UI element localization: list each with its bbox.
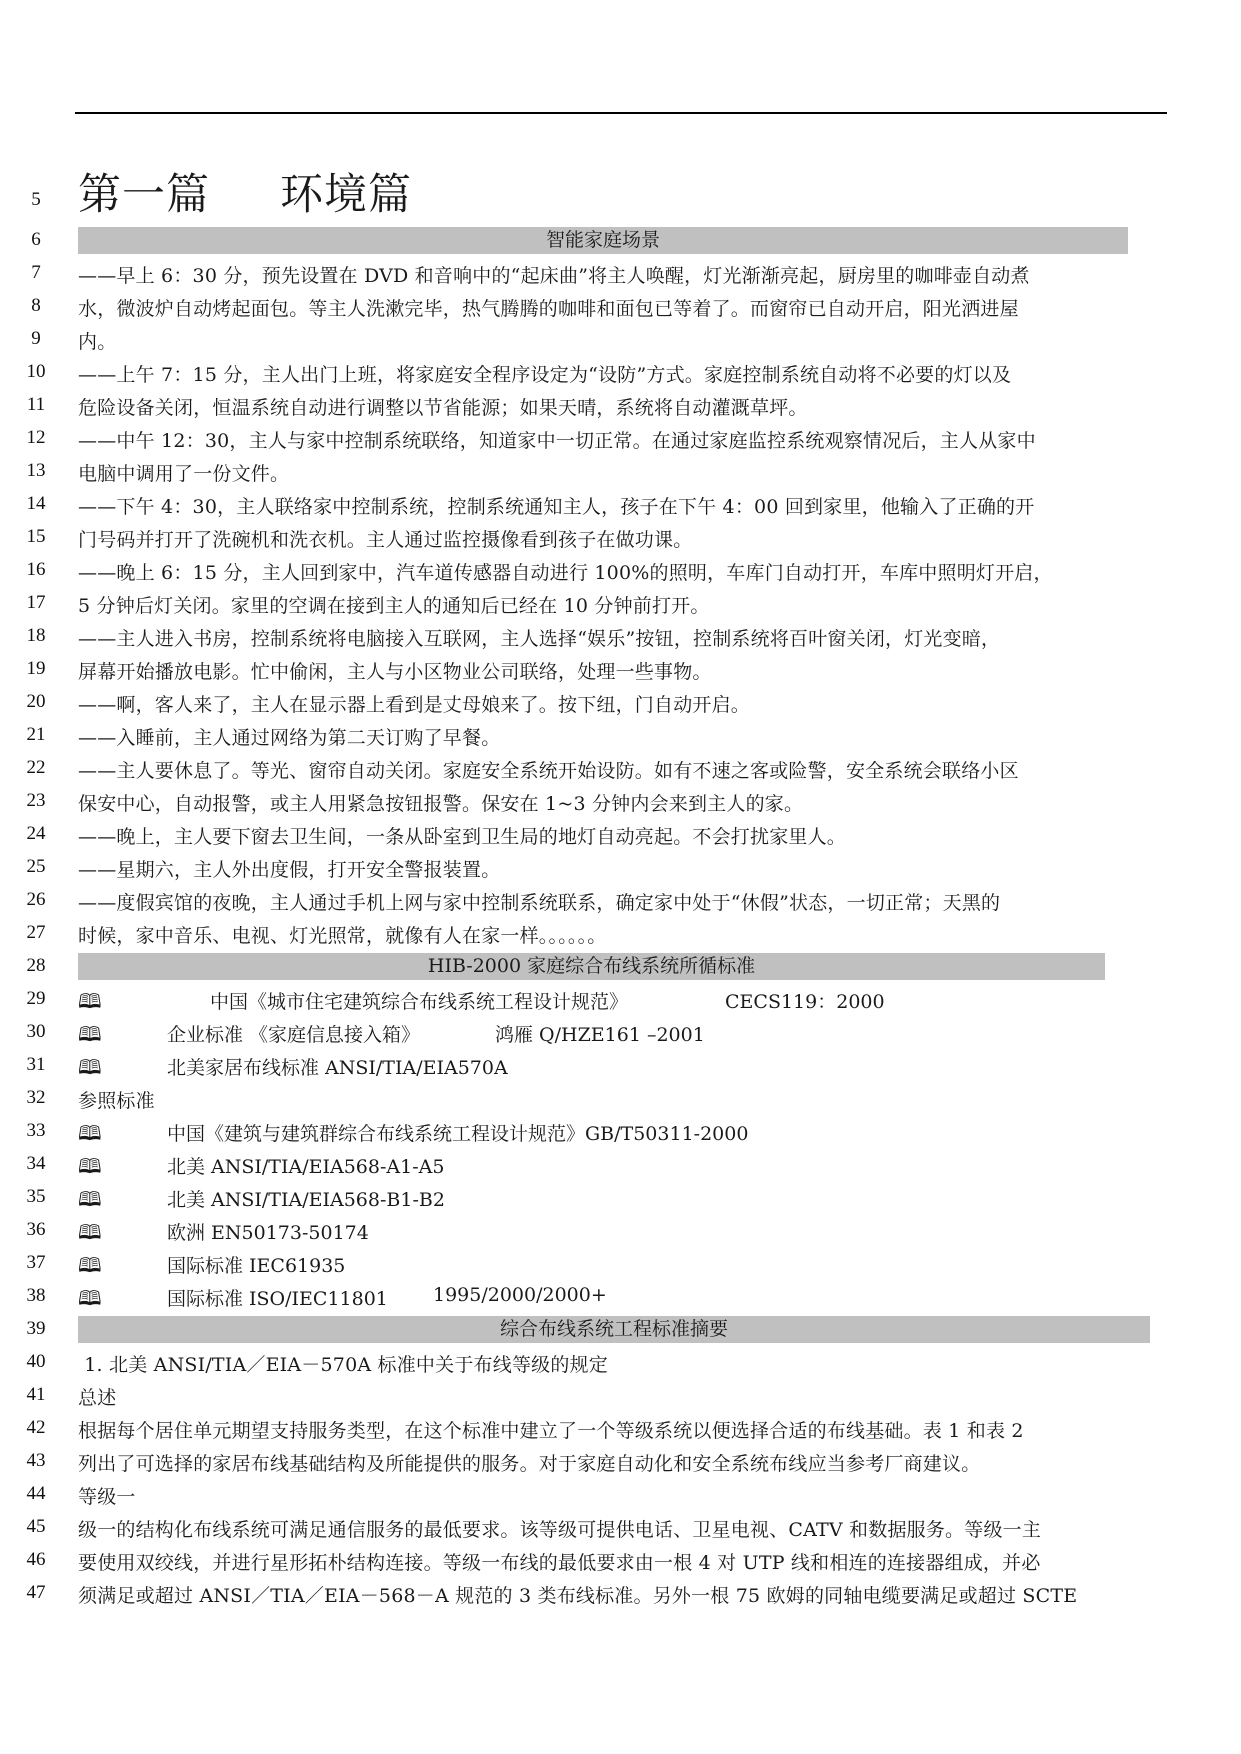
body-text: 屏幕开始播放电影。忙中偷闲，主人与小区物业公司联络，处理一些事物。 — [78, 661, 712, 683]
body-text: ——啊，客人来了，主人在显示器上看到是丈母娘来了。按下纽，门自动开启。 — [78, 694, 751, 716]
doc-line — [0, 421, 1241, 454]
doc-line — [0, 1576, 1241, 1609]
book-icon: 🕮 — [78, 1121, 102, 1145]
doc-line — [0, 982, 1241, 1015]
body-text: 内。 — [78, 331, 117, 353]
doc-line — [0, 1015, 1241, 1048]
body-text: 等级一 — [78, 1486, 136, 1508]
line-number: 11 — [26, 394, 46, 415]
body-text: ——晚上，主人要下窗去卫生间，一条从卧室到卫生局的地灯自动亮起。不会打扰家里人。 — [78, 826, 847, 848]
book-icon: 🕮 — [78, 1253, 102, 1277]
doc-line — [0, 751, 1241, 784]
body-text: ——度假宾馆的夜晚，主人通过手机上网与家中控制系统联系，确定家中处于“休假”状态，一切正常；天黑的 — [78, 892, 1001, 914]
line-number: 40 — [26, 1351, 46, 1372]
book-icon: 🕮 — [78, 989, 102, 1013]
doc-line — [0, 289, 1241, 322]
doc-line — [0, 916, 1241, 949]
doc-line — [0, 223, 1241, 256]
line-number: 32 — [26, 1087, 46, 1108]
standard-text: 北美家居布线标准 ANSI/TIA/EIA570A — [167, 1057, 508, 1079]
title-part: 第一篇 — [78, 170, 210, 220]
book-icon: 🕮 — [78, 1187, 102, 1211]
body-text: ——早上 6：30 分，预先设置在 DVD 和音响中的“起床曲”将主人唤醒，灯光渐渐亮起，厨房里的咖啡壶自动煮 — [78, 265, 1030, 287]
line-number: 9 — [31, 328, 41, 349]
line-number: 39 — [26, 1318, 46, 1339]
body-text: 须满足或超过 ANSI／TIA／EIA－568－A 规范的 3 类布线标准。另外一根 75 欧姆的同轴电缆要满足或超过 SCTE — [78, 1585, 1078, 1607]
doc-line — [0, 256, 1241, 289]
body-text: 总述 — [78, 1387, 117, 1409]
doc-line — [0, 388, 1241, 421]
line-number: 8 — [31, 295, 41, 316]
body-text: ——主人进入书房，控制系统将电脑接入互联网，主人选择“娱乐”按钮，控制系统将百叶窗关闭，灯光变暗， — [78, 628, 1001, 650]
book-icon: 🕮 — [78, 1220, 102, 1244]
doc-line — [0, 718, 1241, 751]
doc-line — [0, 1510, 1241, 1543]
doc-line — [0, 454, 1241, 487]
book-icon: 🕮 — [78, 1055, 102, 1079]
standard-code: CECS119：2000 — [725, 991, 885, 1013]
body-text: 要使用双绞线，并进行星形拓朴结构连接。等级一布线的最低要求由一根 4 对 UTP 线和相连的连接器组成，并必 — [78, 1552, 1041, 1574]
body-text: 保安中心，自动报警，或主人用紧急按钮报警。保安在 1~3 分钟内会来到主人的家。 — [78, 793, 804, 815]
line-number: 35 — [26, 1186, 46, 1207]
line-number: 37 — [26, 1252, 46, 1273]
reference-text: 中国《建筑与建筑群综合布线系统工程设计规范》GB/T50311-2000 — [167, 1123, 749, 1145]
line-number: 5 — [31, 189, 41, 210]
line-number: 16 — [26, 559, 46, 580]
line-number: 22 — [26, 757, 46, 778]
line-number: 41 — [26, 1384, 46, 1405]
standard-text: 中国《城市住宅建筑综合布线系统工程设计规范》 — [210, 991, 629, 1013]
line-number: 18 — [26, 625, 46, 646]
line-number: 13 — [26, 460, 46, 481]
doc-line — [0, 1543, 1241, 1576]
body-text: 5 分钟后灯关闭。家里的空调在接到主人的通知后已经在 10 分钟前打开。 — [78, 595, 710, 617]
section-heading: 智能家庭场景 — [78, 227, 1128, 254]
doc-line — [0, 520, 1241, 553]
doc-line — [0, 1081, 1241, 1114]
doc-line — [0, 619, 1241, 652]
book-icon: 🕮 — [78, 1022, 102, 1046]
doc-line — [0, 1279, 1241, 1312]
line-number: 36 — [26, 1219, 46, 1240]
line-number: 33 — [26, 1120, 46, 1141]
section-heading: 综合布线系统工程标准摘要 — [78, 1316, 1150, 1343]
line-number: 38 — [26, 1285, 46, 1306]
doc-line — [0, 652, 1241, 685]
doc-line — [0, 487, 1241, 520]
reference-text: 国际标准 ISO/IEC11801 — [167, 1288, 388, 1310]
doc-line — [0, 1213, 1241, 1246]
header-rule — [75, 112, 1167, 114]
line-number: 46 — [26, 1549, 46, 1570]
doc-line — [0, 685, 1241, 718]
doc-line — [0, 553, 1241, 586]
doc-line — [0, 850, 1241, 883]
doc-line — [0, 170, 1241, 220]
line-number: 25 — [26, 856, 46, 877]
line-number: 44 — [26, 1483, 46, 1504]
line-number: 45 — [26, 1516, 46, 1537]
line-number: 42 — [26, 1417, 46, 1438]
body-text: ——入睡前，主人通过网络为第二天订购了早餐。 — [78, 727, 501, 749]
line-number: 29 — [26, 988, 46, 1009]
reference-text: 国际标准 IEC61935 — [167, 1255, 346, 1277]
doc-line — [0, 1345, 1241, 1378]
doc-line — [0, 322, 1241, 355]
title-part: 环境篇 — [280, 170, 412, 220]
line-number: 27 — [26, 922, 46, 943]
body-text: 列出了可选择的家居布线基础结构及所能提供的服务。对于家庭自动化和安全系统布线应当参考厂商建议。 — [78, 1453, 981, 1475]
body-text: ——上午 7：15 分，主人出门上班，将家庭安全程序设定为“设防”方式。家庭控制系统自动将不必要的灯以及 — [78, 364, 1012, 386]
page-title — [78, 161, 412, 222]
line-number: 47 — [26, 1582, 46, 1603]
doc-line — [0, 883, 1241, 916]
doc-line — [0, 355, 1241, 388]
body-text: 时候，家中音乐、电视、灯光照常，就像有人在家一样。。。。。。 — [78, 925, 607, 947]
line-number: 31 — [26, 1054, 46, 1075]
doc-line — [0, 1312, 1241, 1345]
reference-text: 北美 ANSI/TIA/EIA568-A1-A5 — [167, 1156, 445, 1178]
body-text: 电脑中调用了一份文件。 — [78, 463, 290, 485]
body-text: 根据每个居住单元期望支持服务类型，在这个标准中建立了一个等级系统以便选择合适的布线基础。表 1 和表 2 — [78, 1420, 1024, 1442]
line-number: 30 — [26, 1021, 46, 1042]
reference-label: 参照标准 — [78, 1090, 155, 1112]
line-number: 43 — [26, 1450, 46, 1471]
section-heading: HIB-2000 家庭综合布线系统所循标准 — [78, 953, 1105, 980]
line-number: 28 — [26, 955, 46, 976]
doc-line — [0, 1246, 1241, 1279]
body-text: ——晚上 6：15 分，主人回到家中，汽车道传感器自动进行 100%的照明，车库门自动打开，车库中照明灯开启， — [78, 562, 1053, 584]
standard-text: 企业标准 《家庭信息接入箱》 — [167, 1024, 421, 1046]
doc-line — [0, 1411, 1241, 1444]
line-number: 24 — [26, 823, 46, 844]
body-text: 门号码并打开了洗碗机和洗衣机。主人通过监控摄像看到孩子在做功课。 — [78, 529, 693, 551]
book-icon: 🕮 — [78, 1154, 102, 1178]
book-icon: 🕮 — [78, 1286, 102, 1310]
line-number: 23 — [26, 790, 46, 811]
body-text: 危险设备关闭，恒温系统自动进行调整以节省能源；如果天晴，系统将自动灌溉草坪。 — [78, 397, 808, 419]
doc-line — [0, 949, 1241, 982]
body-text: ——星期六，主人外出度假，打开安全警报装置。 — [78, 859, 501, 881]
reference-code: 1995/2000/2000+ — [433, 1284, 607, 1306]
subheading: 1. 北美 ANSI/TIA／EIA－570A 标准中关于布线等级的规定 — [78, 1354, 608, 1376]
reference-text: 欧洲 EN50173-50174 — [167, 1222, 369, 1244]
line-number: 12 — [26, 427, 46, 448]
body-text: ——下午 4：30，主人联络家中控制系统，控制系统通知主人，孩子在下午 4：00 回到家里，他输入了正确的开 — [78, 496, 1035, 518]
line-number: 26 — [26, 889, 46, 910]
doc-line — [0, 1378, 1241, 1411]
line-number: 17 — [26, 592, 46, 613]
line-number: 19 — [26, 658, 46, 679]
body-text: 级一的结构化布线系统可满足通信服务的最低要求。该等级可提供电话、卫星电视、CATV 和数据服务。等级一主 — [78, 1519, 1042, 1541]
doc-line — [0, 784, 1241, 817]
line-number: 20 — [26, 691, 46, 712]
line-number: 14 — [26, 493, 46, 514]
standard-code: 鸿雁 Q/HZE161 –2001 — [495, 1024, 705, 1046]
doc-line — [0, 1477, 1241, 1510]
doc-line — [0, 817, 1241, 850]
line-number: 7 — [31, 262, 41, 283]
reference-text: 北美 ANSI/TIA/EIA568-B1-B2 — [167, 1189, 445, 1211]
body-text: ——主人要休息了。等光、窗帘自动关闭。家庭安全系统开始设防。如有不速之客或险警，安全系统会联络小区 — [78, 760, 1019, 782]
line-number: 15 — [26, 526, 46, 547]
doc-line — [0, 1444, 1241, 1477]
doc-line — [0, 1147, 1241, 1180]
line-number: 10 — [26, 361, 46, 382]
line-number: 6 — [31, 229, 41, 250]
doc-line — [0, 1048, 1241, 1081]
doc-line — [0, 1114, 1241, 1147]
line-number: 21 — [26, 724, 46, 745]
body-text: 水，微波炉自动烤起面包。等主人洗漱完毕，热气腾腾的咖啡和面包已等着了。而窗帘已自动开启，阳光洒进屋 — [78, 298, 1019, 320]
line-number: 34 — [26, 1153, 46, 1174]
doc-line — [0, 586, 1241, 619]
body-text: ——中午 12：30，主人与家中控制系统联络，知道家中一切正常。在通过家庭监控系统观察情况后，主人从家中 — [78, 430, 1036, 452]
doc-line — [0, 1180, 1241, 1213]
